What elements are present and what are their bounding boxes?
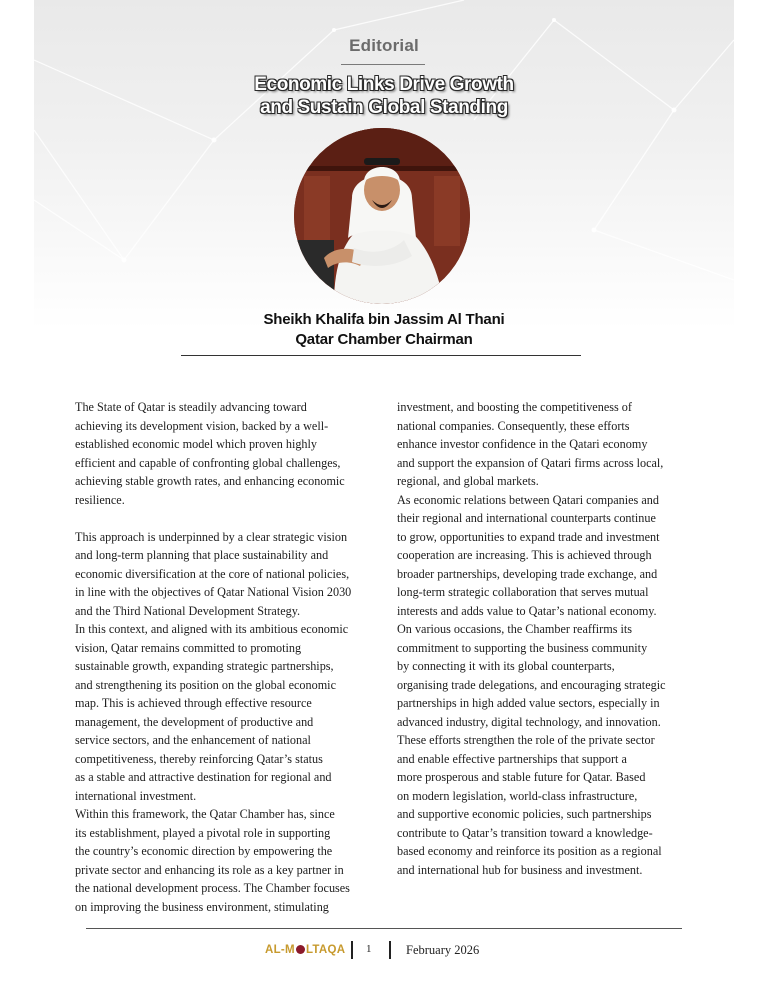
body-text-line: service sectors, and the enhancement of national [75, 733, 311, 747]
body-text-line: These efforts strengthen the role of the private sector [397, 733, 655, 747]
body-text-line: efficient and capable of confronting global challenges, [75, 455, 341, 470]
author-name: Sheikh Khalifa bin Jassim Al Thani [263, 311, 505, 328]
body-text-line: advanced industry, digital technology, and innovation. [397, 714, 661, 729]
body-text-line: as a stable and attractive destination for regional and [75, 770, 332, 784]
headline [0, 73, 768, 119]
publication-logo [265, 944, 345, 956]
body-text-line: and supportive economic policies, such partnerships [397, 807, 652, 821]
body-text-line: on modern legislation, world-class infrastructure, [397, 788, 638, 803]
footer-divider [86, 928, 682, 929]
body-text-line: the national development process. The Chamber focuses [75, 881, 350, 895]
body-text-line: and support the expansion of Qatari firms across local, [397, 455, 664, 470]
body-text-line: On various occasions, the Chamber reaffirms its [397, 622, 633, 636]
logo-dot-icon [296, 945, 305, 954]
body-text-line: by connecting it with its global counterparts, [397, 659, 615, 673]
body-text-line: management, the development of productive and [75, 714, 314, 729]
paragraph-gap [75, 509, 375, 528]
portrait-photo-icon [294, 128, 470, 304]
body-text-line: investment, and boosting the competitiveness of [397, 400, 632, 414]
headline-line-1: Economic Links Drive Growth [254, 74, 514, 95]
body-text-line: In this context, and aligned with its ambitious economic [75, 622, 349, 636]
body-text-line: contribute to Qatar’s transition toward a knowledge- [397, 825, 653, 840]
body-text-line: interests and adds value to Qatar’s national economy. [397, 603, 657, 618]
body-text-line: and international hub for business and investment. [397, 862, 643, 877]
body-text-line: regional, and global markets. [397, 474, 539, 488]
body-text-line: commitment to supporting the business community [397, 640, 648, 655]
body-text-line: more prosperous and stable future for Qatar. Based [397, 770, 646, 784]
issue-date: February 2026 [406, 943, 480, 957]
body-text-line: national companies. Consequently, these efforts [397, 418, 630, 433]
body-text-line: and the Third National Development Strategy. [75, 603, 301, 618]
body-text-line: its establishment, played a pivotal role in supporting [75, 825, 331, 840]
body-text-line: enhance investor confidence in the Qatari economy [397, 437, 648, 451]
body-text-line: economic diversification at the core of national policies, [75, 566, 350, 581]
body-text-line: broader partnerships, developing trade exchange, and [397, 566, 658, 581]
body-text-line: private sector and enhancing its role as a key partner in [75, 862, 344, 877]
body-text-line: long-term strategic collaboration that serves mutual [397, 585, 649, 599]
body-text-line: cooperation are increasing. This is achieved through [397, 548, 652, 562]
logo-text-part-1: AL-M [265, 944, 295, 956]
body-text-line: based economy and reinforce its position as a regional [397, 844, 662, 858]
body-text-line: Within this framework, the Qatar Chamber has, since [75, 807, 335, 821]
author-role: Qatar Chamber Chairman [295, 331, 473, 348]
body-text-line: achieving its development vision, backed by a well- [75, 418, 329, 433]
body-text-line: sustainable growth, expanding strategic partnerships, [75, 659, 334, 673]
body-text-line: international investment. [75, 788, 197, 803]
body-text-line: map. This is achieved through effective resource [75, 696, 312, 710]
byline-divider [181, 355, 581, 356]
body-text-line: The State of Qatar is steadily advancing toward [75, 400, 307, 414]
footer-separator [389, 941, 391, 959]
body-text-line: organising trade delegations, and encouraging strategic [397, 677, 666, 692]
body-text-line: their regional and international counterparts continue [397, 511, 656, 525]
body-text-line: in line with the objectives of Qatar National Vision 2030 [75, 585, 352, 599]
body-text-line: the country’s economic direction by empowering the [75, 844, 333, 858]
chairman-portrait [294, 128, 470, 304]
body-text-line: competitiveness, thereby reinforcing Qatar’s status [75, 751, 323, 766]
body-text-line: resilience. [75, 492, 125, 507]
body-text-line: vision, Qatar remains committed to promoting [75, 640, 302, 655]
page-number: 1 [366, 943, 372, 955]
headline-line-2: and Sustain Global Standing [260, 97, 508, 118]
body-text-line: and strengthening its position on the global economic [75, 677, 336, 692]
body-text-line: partnerships in high added value sectors, especially in [397, 696, 660, 710]
body-text-line: and long-term planning that place sustainability and [75, 548, 329, 562]
article-column-left [75, 398, 375, 916]
body-text-line: to grow, opportunities to expand trade and investment [397, 529, 660, 544]
body-text-line: and enable effective partnerships that support a [397, 751, 627, 766]
body-text-line: As economic relations between Qatari companies and [397, 492, 659, 507]
body-text-line: established economic model which proven highly [75, 437, 318, 451]
body-text-line: achieving stable growth rates, and enhancing economic [75, 474, 345, 488]
logo-text-part-2: LTAQA [305, 944, 346, 956]
article-column-right [397, 398, 697, 879]
footer-separator [351, 941, 353, 959]
body-text-line: This approach is underpinned by a clear strategic vision [75, 529, 348, 544]
section-label: Editorial [349, 36, 419, 55]
body-text-line: on improving the business environment, stimulating [75, 899, 329, 914]
section-label-divider [341, 64, 425, 65]
